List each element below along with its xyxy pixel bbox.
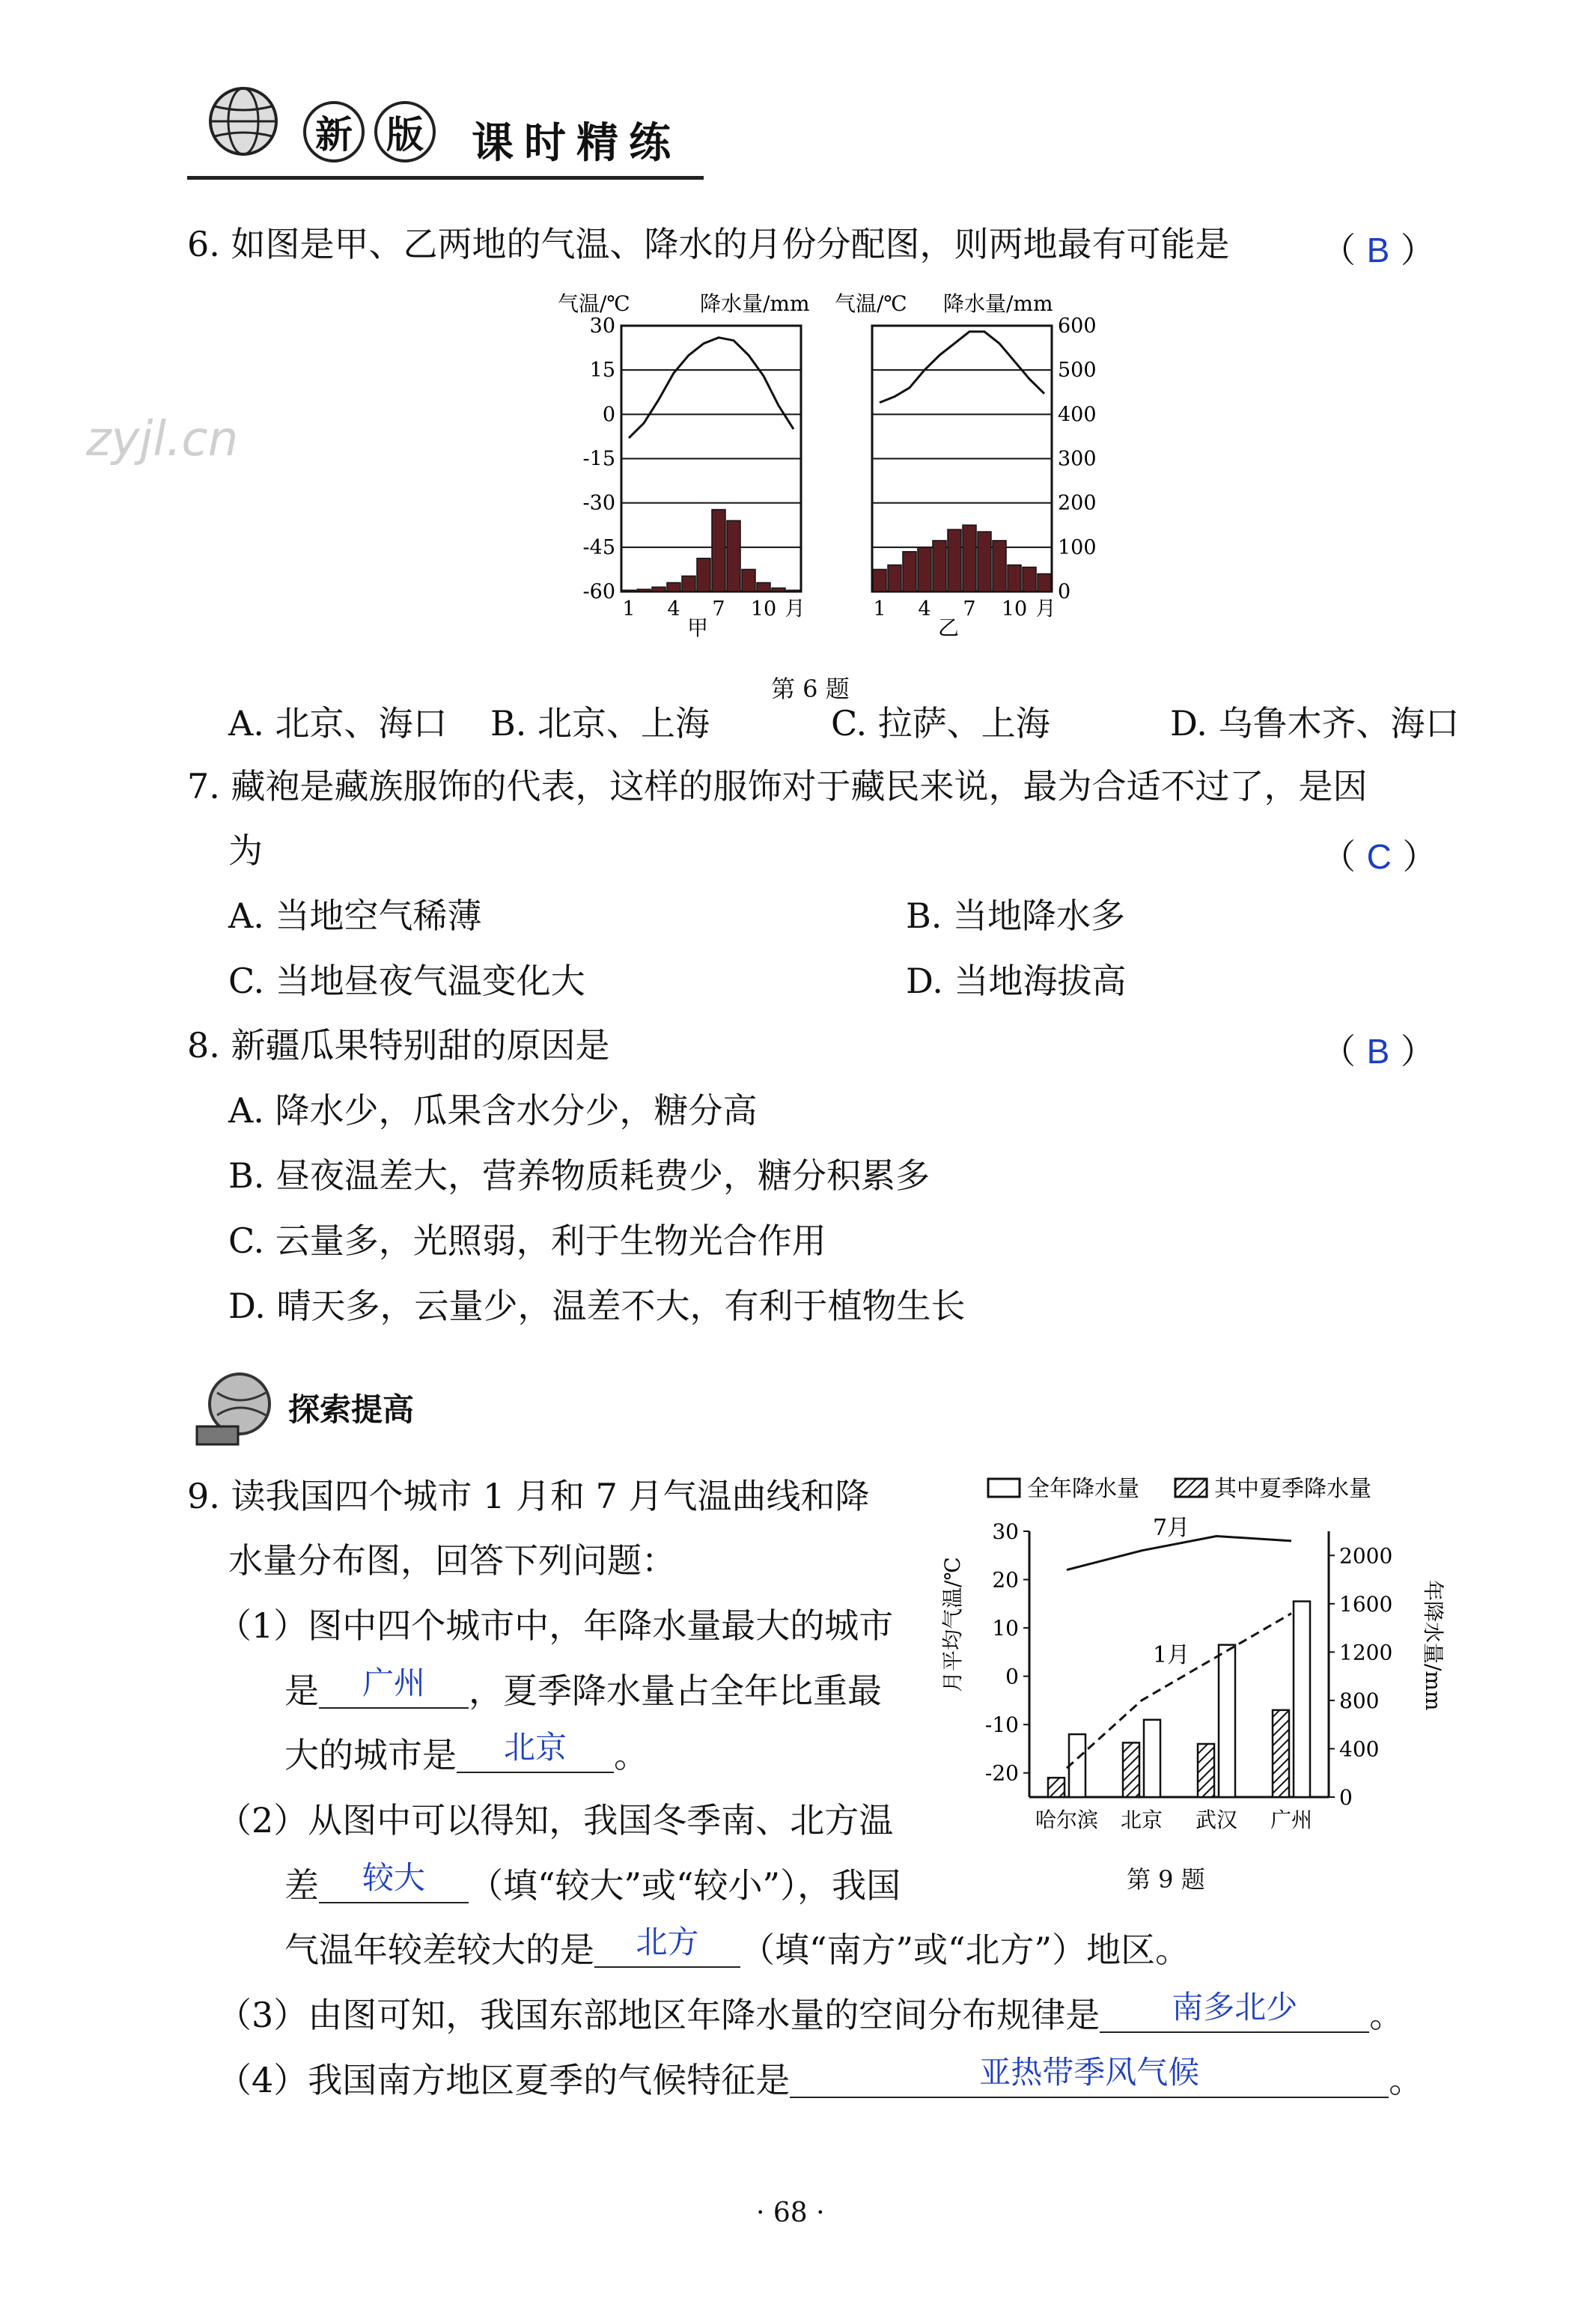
chart-jia-left-tick: 0 bbox=[602, 403, 615, 427]
q9-answer-1-field[interactable]: 广州 bbox=[319, 1670, 469, 1709]
chart-jia-left-tick: -45 bbox=[582, 535, 615, 559]
chart-jia-left-tick: 15 bbox=[589, 359, 615, 383]
q9-line-label-july: 7月 bbox=[1153, 1515, 1190, 1541]
q9-part1-line3: 大的城市是 北京 。 bbox=[284, 1730, 648, 1775]
q9-left-tick: -10 bbox=[984, 1712, 1019, 1738]
chart-yi-precip-bar bbox=[1038, 574, 1051, 592]
q9-answer-3-field[interactable]: 较大 bbox=[319, 1864, 469, 1903]
chart-jia-precip-bar bbox=[757, 583, 770, 592]
chart-yi-x-tick: 4 bbox=[918, 598, 931, 621]
chart-yi-precip-bar bbox=[933, 541, 946, 592]
chart-yi-ylabel-left: 气温/℃ bbox=[835, 291, 907, 316]
q8-option-a: A. 降水少，瓜果含水分少，糖分高 bbox=[228, 1090, 758, 1131]
chart-jia-left-tick: -60 bbox=[582, 580, 615, 604]
q6-option-b: B. 北京、上海 bbox=[490, 703, 710, 744]
q6-stem: 6. 如图是甲、乙两地的气温、降水的月份分配图，则两地最有可能是 bbox=[187, 224, 1230, 264]
watermark: zyjl.cn bbox=[86, 412, 239, 467]
q6-answer: B bbox=[1366, 231, 1390, 270]
chart-jia-precip-bar bbox=[697, 559, 710, 592]
chart-yi-right-tick: 200 bbox=[1058, 491, 1097, 515]
chart-jia-x-tick: 月 bbox=[785, 598, 805, 621]
q9-stem-2: 水量分布图，回答下列问题： bbox=[228, 1540, 676, 1581]
q9-stem-1: 9. 读我国四个城市 1 月和 7 月气温曲线和降 bbox=[187, 1476, 870, 1516]
chart-jia-precip-bar bbox=[652, 587, 665, 592]
q6-option-d: D. 乌鲁木齐、海口 bbox=[1170, 703, 1460, 744]
header-char-1: 新 bbox=[303, 101, 365, 162]
q9-caption: 第 9 题 bbox=[1127, 1865, 1205, 1894]
q9-answer-6-field[interactable]: 亚热带季风气候 bbox=[790, 2059, 1389, 2098]
q8-stem: 8. 新疆瓜果特别甜的原因是 bbox=[187, 1025, 610, 1066]
legend-annual-swatch bbox=[988, 1479, 1020, 1497]
page-number: · 68 · bbox=[756, 2198, 825, 2228]
chart-jia-temperature-line bbox=[629, 338, 794, 438]
q9-category-label: 哈尔滨 bbox=[1035, 1808, 1099, 1832]
q9-annual-bar bbox=[1294, 1602, 1310, 1797]
chart-jia-left-tick: -15 bbox=[582, 447, 615, 471]
header bbox=[187, 64, 711, 183]
q9-part3: （3）由图可知，我国东部地区年降水量的空间分布规律是 南多北少 。 bbox=[217, 1990, 1404, 2035]
q9-left-tick: 20 bbox=[992, 1567, 1019, 1593]
q9-annual-bar bbox=[1144, 1720, 1160, 1797]
header-title: 课时精练 bbox=[472, 119, 681, 168]
q8-option-c: C. 云量多，光照弱，利于生物光合作用 bbox=[228, 1221, 826, 1261]
q9-left-tick: 0 bbox=[1005, 1664, 1019, 1689]
chart-jia-left-tick: 30 bbox=[589, 314, 615, 338]
chart-yi-precip-bar bbox=[978, 532, 991, 592]
legend-annual-label: 全年降水量 bbox=[1027, 1476, 1139, 1502]
globe-icon bbox=[202, 80, 284, 162]
q7-answer: C bbox=[1366, 837, 1392, 876]
chart-yi-x-tick: 月 bbox=[1035, 598, 1056, 621]
q9-part2-line3: 气温年较差较大的是 北方 （填“南方”或“北方”）地区。 bbox=[284, 1924, 1190, 1970]
chart-yi-right-tick: 600 bbox=[1058, 314, 1097, 338]
chart-yi-right-tick: 500 bbox=[1058, 359, 1097, 383]
q9-part2-line2: 差 较大 （填“较大”或“较小”），我国 bbox=[284, 1860, 901, 1906]
q9-ylabel-right: 年降水量/mm bbox=[1421, 1580, 1446, 1711]
section-title: 探索提高 bbox=[288, 1391, 415, 1428]
q9-part2-line1: （2）从图中可以得知，我国冬季南、北方温 bbox=[217, 1800, 894, 1841]
chart-jia-x-tick: 4 bbox=[667, 598, 680, 621]
chart-yi-x-tick: 7 bbox=[963, 598, 976, 621]
q7-option-a: A. 当地空气稀薄 bbox=[228, 896, 482, 936]
header-rule bbox=[187, 176, 704, 180]
q9-summer-bar bbox=[1048, 1778, 1064, 1797]
q9-answer-4-field[interactable]: 北方 bbox=[594, 1929, 740, 1968]
q9-answer-2-field[interactable]: 北京 bbox=[457, 1734, 614, 1773]
chart-jia bbox=[554, 285, 838, 644]
chart-yi-precip-bar bbox=[873, 569, 886, 592]
chart-jia-precip-bar bbox=[712, 510, 725, 592]
chart-jia-precip-bar bbox=[727, 520, 740, 592]
chart-yi-precip-bar bbox=[963, 525, 976, 592]
q8-option-b: B. 昼夜温差大，营养物质耗费少，糖分积累多 bbox=[228, 1155, 931, 1196]
q7-option-d: D. 当地海拔高 bbox=[906, 961, 1127, 1001]
chart-jia-label: 甲 bbox=[687, 615, 709, 640]
q9-line-label-jan: 1月 bbox=[1153, 1642, 1190, 1668]
q9-right-tick: 1200 bbox=[1339, 1640, 1393, 1665]
q7-option-b: B. 当地降水多 bbox=[906, 896, 1126, 936]
q9-left-tick: -20 bbox=[984, 1760, 1019, 1786]
q6-caption: 第 6 题 bbox=[771, 675, 850, 703]
chart-jia-precip-bar bbox=[787, 590, 800, 592]
chart-yi-right-tick: 300 bbox=[1058, 447, 1097, 471]
chart-yi-precip-bar bbox=[993, 541, 1006, 592]
q9-summer-bar bbox=[1123, 1742, 1139, 1797]
chart-jia-precip-bar bbox=[622, 590, 636, 592]
chart-yi-precip-bar bbox=[1023, 567, 1036, 592]
chart-jia-ylabel-right: 降水量/mm bbox=[700, 291, 810, 316]
q9-right-tick: 2000 bbox=[1339, 1543, 1393, 1569]
q9-category-label: 武汉 bbox=[1195, 1808, 1238, 1832]
chart-jia-precip-bar bbox=[682, 576, 695, 592]
q9-summer-bar bbox=[1273, 1710, 1289, 1797]
chart-q9 bbox=[928, 1460, 1446, 1849]
q9-part1-line2: 是 广州 ，夏季降水量占全年比重最 bbox=[284, 1665, 882, 1711]
q7-answer-bracket: （ C ） bbox=[1321, 836, 1437, 877]
q9-left-tick: 30 bbox=[992, 1519, 1019, 1544]
chart-jia-precip-bar bbox=[742, 569, 755, 592]
q9-category-label: 北京 bbox=[1120, 1808, 1163, 1832]
q8-option-d: D. 晴天多，云量少，温差不大，有利于植物生长 bbox=[228, 1286, 966, 1326]
chart-yi-precip-bar bbox=[888, 565, 901, 592]
header-char-2: 版 bbox=[374, 101, 436, 162]
q9-january-temperature-line bbox=[1067, 1614, 1291, 1769]
q9-annual-bar bbox=[1069, 1734, 1085, 1797]
q6-option-a: A. 北京、海口 bbox=[228, 703, 448, 744]
chart-yi-right-tick: 0 bbox=[1058, 580, 1071, 604]
q9-right-tick: 400 bbox=[1339, 1736, 1380, 1762]
legend-summer-swatch bbox=[1175, 1479, 1207, 1497]
chart-jia-ylabel-left: 气温/℃ bbox=[558, 291, 630, 316]
q7-option-c: C. 当地昼夜气温变化大 bbox=[228, 961, 585, 1001]
q9-annual-bar bbox=[1219, 1645, 1235, 1797]
q8-answer: B bbox=[1366, 1032, 1390, 1071]
chart-yi-precip-bar bbox=[903, 552, 916, 592]
q9-right-tick: 0 bbox=[1339, 1785, 1353, 1810]
chart-yi-precip-bar bbox=[1008, 565, 1021, 592]
chart-yi-label: 乙 bbox=[938, 615, 960, 640]
q9-right-tick: 800 bbox=[1339, 1688, 1380, 1713]
chart-yi bbox=[831, 285, 1115, 644]
chart-jia-precip-bar bbox=[772, 588, 785, 592]
q9-summer-bar bbox=[1198, 1744, 1214, 1797]
chart-jia-x-tick: 10 bbox=[750, 598, 777, 621]
section-header bbox=[191, 1363, 460, 1453]
q7-stem-line1: 7. 藏袍是藏族服饰的代表，这样的服饰对于藏民来说，最为合适不过了，是因 bbox=[187, 766, 1368, 806]
chart-jia-left-tick: -30 bbox=[582, 491, 615, 515]
q7-stem-line2: 为 bbox=[228, 830, 263, 871]
q9-ylabel-left: 月平均气温/℃ bbox=[940, 1557, 965, 1692]
chart-jia-precip-bar bbox=[637, 589, 651, 592]
q8-answer-bracket: （ B ） bbox=[1321, 1031, 1435, 1072]
chart-yi-precip-bar bbox=[948, 529, 961, 592]
q6-option-c: C. 拉萨、上海 bbox=[831, 703, 1050, 744]
q9-right-tick: 1600 bbox=[1339, 1591, 1393, 1617]
q9-left-tick: 10 bbox=[992, 1616, 1019, 1641]
q9-part4: （4）我国南方地区夏季的气候特征是 亚热带季风气候 。 bbox=[217, 2055, 1424, 2100]
chart-yi-right-tick: 100 bbox=[1058, 535, 1097, 559]
chart-yi-x-tick: 10 bbox=[1001, 598, 1028, 621]
chart-yi-right-tick: 400 bbox=[1058, 403, 1097, 427]
q9-july-temperature-line bbox=[1067, 1537, 1291, 1570]
chart-yi-ylabel-right: 降水量/mm bbox=[943, 291, 1053, 316]
chart-yi-x-tick: 1 bbox=[873, 598, 886, 621]
explore-icon bbox=[191, 1367, 281, 1449]
q6-answer-bracket: （ B ） bbox=[1321, 230, 1435, 270]
legend-summer-label: 其中夏季降水量 bbox=[1214, 1476, 1371, 1502]
chart-yi-precip-bar bbox=[918, 547, 931, 592]
chart-jia-x-tick: 7 bbox=[712, 598, 725, 621]
chart-jia-x-tick: 1 bbox=[622, 598, 636, 621]
chart-jia-precip-bar bbox=[667, 583, 680, 592]
q9-answer-5-field[interactable]: 南多北少 bbox=[1100, 1994, 1369, 2033]
q9-part1-line1: （1）图中四个城市中，年降水量最大的城市 bbox=[217, 1605, 894, 1646]
q9-category-label: 广州 bbox=[1270, 1808, 1313, 1832]
chart-yi-temperature-line bbox=[880, 332, 1044, 403]
